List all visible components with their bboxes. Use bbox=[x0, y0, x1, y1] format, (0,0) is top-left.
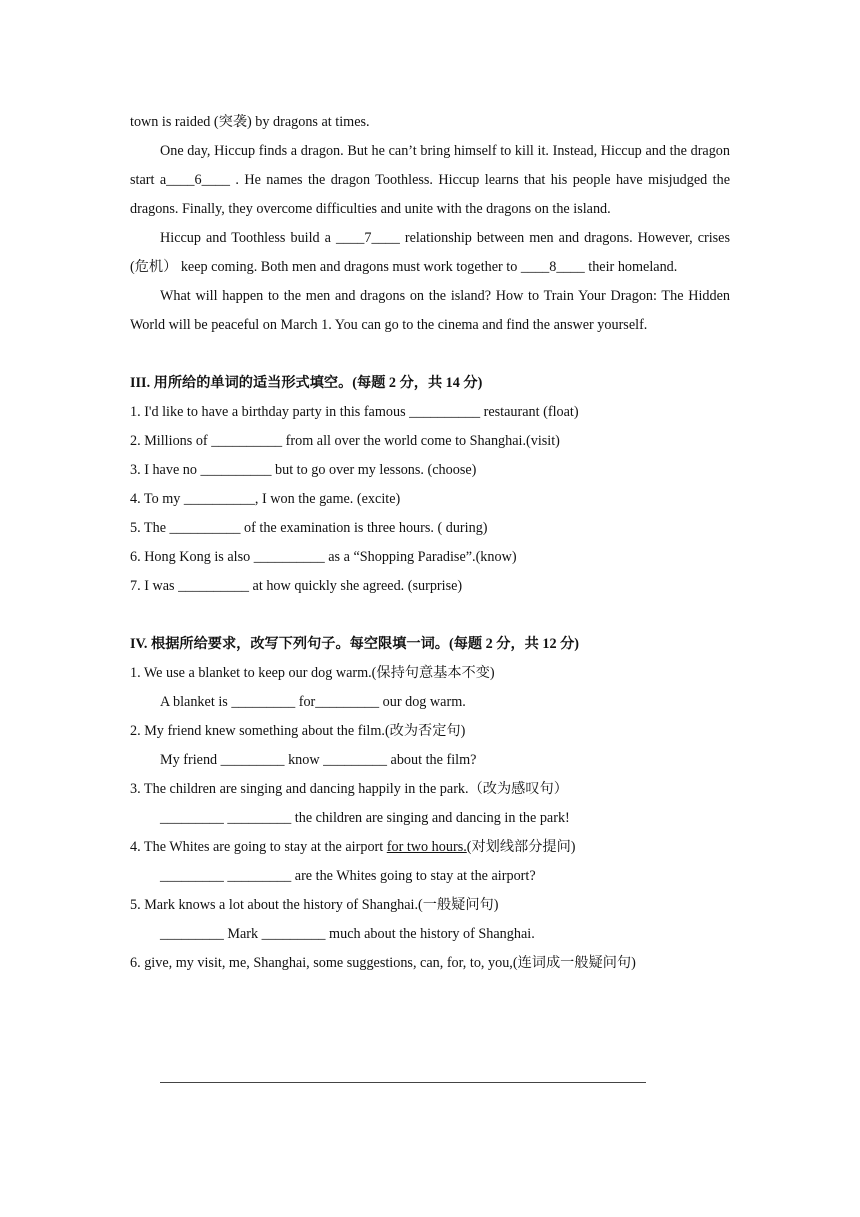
section-4-question-4 bbox=[130, 833, 730, 862]
section-3-heading: III. 用所给的单词的适当形式填空。(每题 2 分，共 14 分) bbox=[130, 375, 483, 391]
section-3-item-1: 1. I'd like to have a birthday party in this famous __________ restaurant (float) bbox=[130, 404, 579, 420]
section-4-question-6: 6. give, my visit, me, Shanghai, some suggestions, can, for, to, you,(连词成一般疑问句) bbox=[130, 955, 636, 971]
passage-paragraph-1: One day, Hiccup finds a dragon. But he can’t bring himself to kill it. Instead, Hiccup and the dragon start a____6____ . He names the dragon Toothless. Hiccup learns that his people have misjudged the dragons. Finally, they overcome difficulties and unite with the dragons on the island. bbox=[130, 143, 730, 217]
document-page bbox=[130, 108, 730, 978]
section-4-question-5: 5. Mark knows a lot about the history of Shanghai.(一般疑问句) bbox=[130, 897, 499, 913]
section-4-question-2: 2. My friend knew something about the film.(改为否定句) bbox=[130, 723, 466, 739]
question-4-text: 4. The Whites are going to stay at the airport bbox=[130, 839, 387, 855]
section-3-item-4: 4. To my __________, I won the game. (excite) bbox=[130, 491, 401, 507]
passage-paragraph-3: What will happen to the men and dragons on the island? How to Train Your Dragon: The Hidden World will be peaceful on March 1. You can go to the cinema and find the answer yourself. bbox=[130, 288, 730, 333]
section-4-question-1: 1. We use a blanket to keep our dog warm.(保持句意基本不变) bbox=[130, 665, 495, 681]
answer-line-6 bbox=[160, 1082, 646, 1083]
section-4-heading: IV. 根据所给要求，改写下列句子。每空限填一词。(每题 2 分，共 12 分) bbox=[130, 636, 580, 652]
section-3-item-3: 3. I have no __________ but to go over my lessons. (choose) bbox=[130, 462, 477, 478]
section-4-answer-1: A blanket is _________ for_________ our dog warm. bbox=[160, 694, 466, 710]
question-4-instruction: (对划线部分提问) bbox=[466, 839, 576, 855]
section-4-answer-2: My friend _________ know _________ about the film? bbox=[160, 752, 477, 768]
passage-line: town is raided (突袭) by dragons at times. bbox=[130, 114, 370, 130]
section-3-item-2: 2. Millions of __________ from all over the world come to Shanghai.(visit) bbox=[130, 433, 560, 449]
question-4-underlined-phrase: for two hours. bbox=[386, 839, 467, 855]
passage-paragraph-2: Hiccup and Toothless build a ____7____ relationship between men and dragons. However, crises (危机） keep coming. Both men and dragons must work together to ____8____ their homeland. bbox=[130, 230, 730, 275]
spacer bbox=[130, 601, 730, 630]
section-4-answer-5: _________ Mark _________ much about the history of Shanghai. bbox=[160, 926, 535, 942]
section-4-answer-4: _________ _________ are the Whites going to stay at the airport? bbox=[160, 868, 536, 884]
section-4-question-3: 3. The children are singing and dancing happily in the park.（改为感叹句） bbox=[130, 781, 568, 797]
section-3-item-7: 7. I was __________ at how quickly she agreed. (surprise) bbox=[130, 578, 463, 594]
section-3-item-5: 5. The __________ of the examination is three hours. ( during) bbox=[130, 520, 488, 536]
section-3-item-6: 6. Hong Kong is also __________ as a “Shopping Paradise”.(know) bbox=[130, 549, 517, 565]
spacer bbox=[130, 340, 730, 369]
section-4-answer-3: _________ _________ the children are singing and dancing in the park! bbox=[160, 810, 570, 826]
